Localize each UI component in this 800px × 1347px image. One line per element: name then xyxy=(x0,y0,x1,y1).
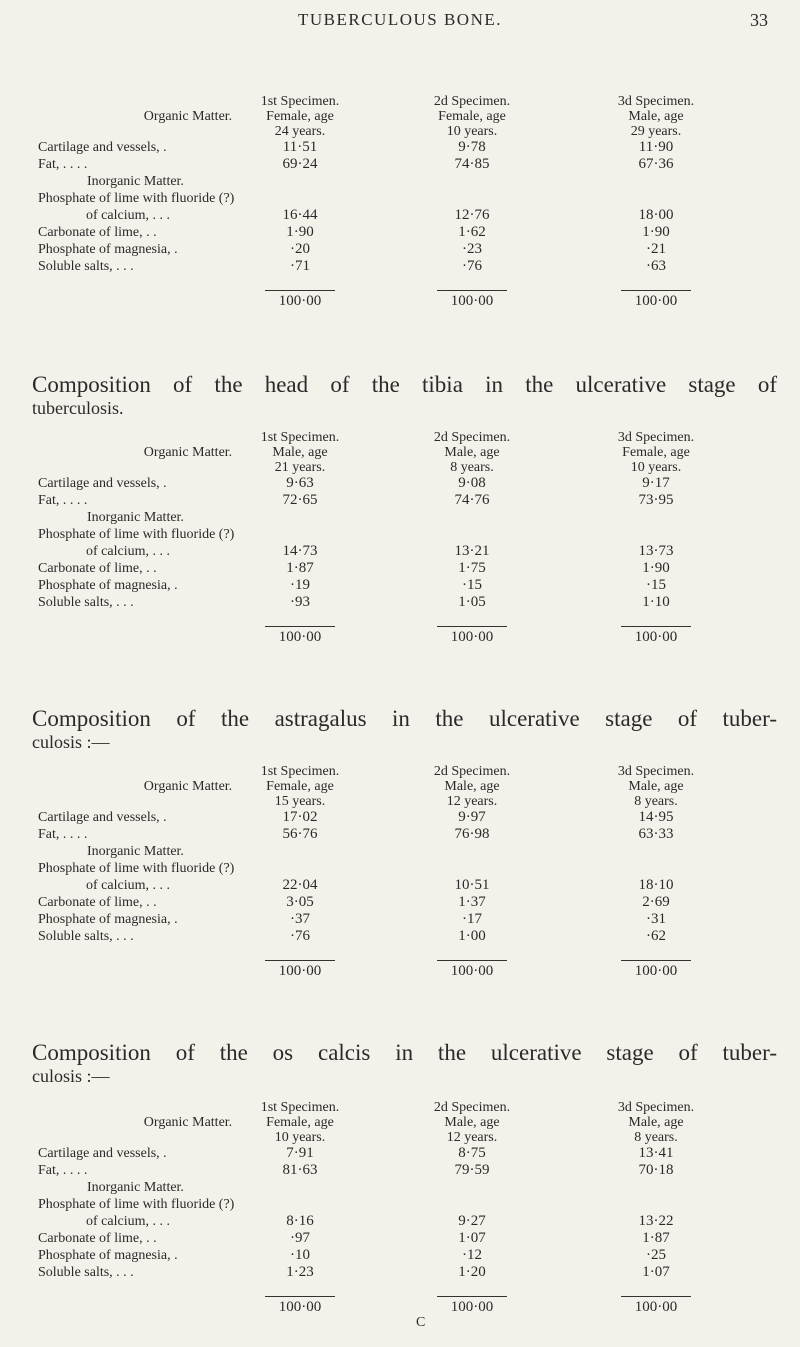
col-3-age: 8 years. xyxy=(634,794,678,809)
table-row xyxy=(38,877,778,894)
col-1-age: 21 years. xyxy=(274,460,326,475)
table-row xyxy=(38,1247,778,1264)
row-label: Soluble salts, . . . xyxy=(38,595,134,610)
table-row xyxy=(38,156,778,173)
col-2-age: 10 years. xyxy=(446,124,498,139)
table-row xyxy=(38,1230,778,1247)
col-1-header: 1st Specimen. xyxy=(260,764,340,779)
col-1-age: 15 years. xyxy=(274,794,326,809)
table-row xyxy=(38,241,778,258)
row-label: Soluble salts, . . . xyxy=(38,1265,134,1280)
cell: 7·91 xyxy=(286,1145,314,1161)
cell: 9·97 xyxy=(458,809,486,825)
col-3-header: 3d Specimen. xyxy=(617,764,695,779)
sum-rule xyxy=(437,1296,507,1297)
cell: ·97 xyxy=(290,1230,310,1246)
col-3-header: 3d Specimen. xyxy=(617,1100,695,1115)
composition-table-4 xyxy=(38,1100,778,1316)
row-label: Cartilage and vessels, . xyxy=(38,810,167,825)
cell: 1·07 xyxy=(642,1264,670,1280)
sum-rule xyxy=(621,626,691,627)
row-label: Carbonate of lime, . . xyxy=(38,561,157,576)
col-2-subject: Male, age xyxy=(444,779,500,794)
cell: 13·73 xyxy=(638,543,674,559)
cell: ·63 xyxy=(646,258,666,274)
cell: ·21 xyxy=(646,241,666,257)
cell: 1·75 xyxy=(458,560,486,576)
cell: 73·95 xyxy=(638,492,674,508)
table-row xyxy=(38,224,778,241)
totals-row xyxy=(38,1299,778,1316)
cell: 11·90 xyxy=(638,139,674,155)
table-row xyxy=(38,492,778,509)
table-row xyxy=(38,1162,778,1179)
row-label: Phosphate of magnesia, . xyxy=(38,578,178,593)
row-label: Fat, . . . . xyxy=(38,493,88,508)
col-2-subject: Male, age xyxy=(444,1115,500,1130)
cell: 56·76 xyxy=(282,826,318,842)
row-label: Carbonate of lime, . . xyxy=(38,225,157,240)
col-2-age: 12 years. xyxy=(446,1130,498,1145)
composition-table-2 xyxy=(38,430,778,646)
cell: 12·76 xyxy=(454,207,490,223)
cell: 9·17 xyxy=(642,475,670,491)
col-3-age: 29 years. xyxy=(630,124,682,139)
col-1-subject: Female, age xyxy=(266,779,334,794)
col-3-subject: Male, age xyxy=(628,779,684,794)
row-label: Fat, . . . . xyxy=(38,157,88,172)
col-2-header: 2d Specimen. xyxy=(433,94,511,109)
organic-matter-label: Organic Matter. xyxy=(143,445,233,460)
row-label: Phosphate of magnesia, . xyxy=(38,912,178,927)
cell: 9·63 xyxy=(286,475,314,491)
cell: 9·27 xyxy=(458,1213,486,1229)
inorganic-matter-label: Inorganic Matter. xyxy=(87,844,184,859)
table-row xyxy=(38,560,778,577)
cell: 8·75 xyxy=(458,1145,486,1161)
cell: 1·90 xyxy=(642,224,670,240)
section-heading: Composition of the astragalus in the ulcerative stage of tuber- xyxy=(32,706,777,731)
sum-rule xyxy=(265,290,335,291)
cell: 1·07 xyxy=(458,1230,486,1246)
cell: 1·62 xyxy=(458,224,486,240)
row-label: of calcium, . . . xyxy=(86,208,170,223)
row-label: Phosphate of lime with fluoride (?) xyxy=(38,1197,235,1212)
col-1-header: 1st Specimen. xyxy=(260,94,340,109)
inorganic-matter-label: Inorganic Matter. xyxy=(87,1180,184,1195)
totals-row xyxy=(38,629,778,646)
cell: 16·44 xyxy=(282,207,318,223)
cell: 1·90 xyxy=(286,224,314,240)
cell: 17·02 xyxy=(282,809,318,825)
cell: 1·00 xyxy=(458,928,486,944)
col-2-age: 8 years. xyxy=(450,460,494,475)
cell: 11·51 xyxy=(282,139,318,155)
cell: 13·21 xyxy=(454,543,490,559)
sum-rule xyxy=(621,290,691,291)
section-heading-cont: tuberculosis. xyxy=(32,398,124,418)
table-row xyxy=(38,1264,778,1281)
table-row xyxy=(38,1145,778,1162)
table-row xyxy=(38,594,778,611)
total-cell: 100·00 xyxy=(278,293,322,309)
col-2-subject: Male, age xyxy=(444,445,500,460)
row-label: Cartilage and vessels, . xyxy=(38,140,167,155)
cell: ·23 xyxy=(462,241,482,257)
section-heading-cont: culosis :— xyxy=(32,1066,110,1086)
cell: ·62 xyxy=(646,928,666,944)
cell: 18·10 xyxy=(638,877,674,893)
col-2-age: 12 years. xyxy=(446,794,498,809)
cell: ·76 xyxy=(462,258,482,274)
table-row xyxy=(38,207,778,224)
col-2-header: 2d Specimen. xyxy=(433,430,511,445)
cell: 1·10 xyxy=(642,594,670,610)
total-cell: 100·00 xyxy=(634,963,678,979)
row-label: Soluble salts, . . . xyxy=(38,259,134,274)
cell: 13·41 xyxy=(638,1145,674,1161)
running-title: TUBERCULOUS BONE. xyxy=(297,10,502,29)
totals-row xyxy=(38,293,778,310)
col-3-subject: Male, age xyxy=(628,109,684,124)
cell: ·10 xyxy=(290,1247,310,1263)
table-row xyxy=(38,911,778,928)
col-3-subject: Female, age xyxy=(622,445,690,460)
cell: 70·18 xyxy=(638,1162,674,1178)
row-label: Carbonate of lime, . . xyxy=(38,1231,157,1246)
col-2-header: 2d Specimen. xyxy=(433,1100,511,1115)
table-row xyxy=(38,809,778,826)
cell: 74·76 xyxy=(454,492,490,508)
organic-matter-label: Organic Matter. xyxy=(143,1115,233,1130)
total-cell: 100·00 xyxy=(450,1299,494,1315)
cell: 9·08 xyxy=(458,475,486,491)
sum-rule xyxy=(621,1296,691,1297)
total-cell: 100·00 xyxy=(450,293,494,309)
organic-matter-label: Organic Matter. xyxy=(143,109,233,124)
col-1-header: 1st Specimen. xyxy=(260,430,340,445)
cell: ·76 xyxy=(290,928,310,944)
table-row xyxy=(38,543,778,560)
col-3-age: 8 years. xyxy=(634,1130,678,1145)
cell: 13·22 xyxy=(638,1213,674,1229)
total-cell: 100·00 xyxy=(278,629,322,645)
cell: 10·51 xyxy=(454,877,490,893)
col-1-age: 24 years. xyxy=(274,124,326,139)
col-3-subject: Male, age xyxy=(628,1115,684,1130)
cell: ·71 xyxy=(290,258,310,274)
total-cell: 100·00 xyxy=(634,293,678,309)
section-heading: Composition of the head of the tibia in the ulcerative stage of xyxy=(32,372,777,397)
cell: 8·16 xyxy=(286,1213,314,1229)
cell: ·15 xyxy=(646,577,666,593)
cell: 69·24 xyxy=(282,156,318,172)
cell: ·31 xyxy=(646,911,666,927)
total-cell: 100·00 xyxy=(278,963,322,979)
cell: ·15 xyxy=(462,577,482,593)
row-label: Fat, . . . . xyxy=(38,1163,88,1178)
total-cell: 100·00 xyxy=(278,1299,322,1315)
totals-row xyxy=(38,963,778,980)
cell: 1·87 xyxy=(286,560,314,576)
table-row xyxy=(38,928,778,945)
cell: 9·78 xyxy=(458,139,486,155)
row-label: of calcium, . . . xyxy=(86,544,170,559)
cell: ·25 xyxy=(646,1247,666,1263)
cell: 14·73 xyxy=(282,543,318,559)
cell: 1·90 xyxy=(642,560,670,576)
inorganic-matter-label: Inorganic Matter. xyxy=(87,174,184,189)
table-row xyxy=(38,826,778,843)
cell: ·17 xyxy=(462,911,482,927)
cell: ·12 xyxy=(462,1247,482,1263)
cell: 14·95 xyxy=(638,809,674,825)
row-label: Cartilage and vessels, . xyxy=(38,1146,167,1161)
cell: 2·69 xyxy=(642,894,670,910)
table-row xyxy=(38,258,778,275)
row-label: of calcium, . . . xyxy=(86,1214,170,1229)
cell: 1·20 xyxy=(458,1264,486,1280)
cell: 22·04 xyxy=(282,877,318,893)
row-label: Phosphate of lime with fluoride (?) xyxy=(38,191,235,206)
row-label: Fat, . . . . xyxy=(38,827,88,842)
cell: 3·05 xyxy=(286,894,314,910)
cell: ·20 xyxy=(290,241,310,257)
cell: 74·85 xyxy=(454,156,490,172)
cell: 1·87 xyxy=(642,1230,670,1246)
total-cell: 100·00 xyxy=(634,629,678,645)
cell: ·19 xyxy=(290,577,310,593)
sum-rule xyxy=(265,626,335,627)
cell: 67·36 xyxy=(638,156,674,172)
col-2-header: 2d Specimen. xyxy=(433,764,511,779)
row-label: Phosphate of lime with fluoride (?) xyxy=(38,527,235,542)
table-row xyxy=(38,475,778,492)
cell: 63·33 xyxy=(638,826,674,842)
row-label: Phosphate of magnesia, . xyxy=(38,1248,178,1263)
composition-table-3 xyxy=(38,764,778,980)
total-cell: 100·00 xyxy=(634,1299,678,1315)
cell: ·37 xyxy=(290,911,310,927)
col-3-age: 10 years. xyxy=(630,460,682,475)
cell: 76·98 xyxy=(454,826,490,842)
table-row xyxy=(38,139,778,156)
col-1-age: 10 years. xyxy=(274,1130,326,1145)
section-heading: Composition of the os calcis in the ulcerative stage of tuber- xyxy=(32,1040,777,1065)
col-2-subject: Female, age xyxy=(438,109,506,124)
composition-table-1 xyxy=(38,94,778,310)
cell: 79·59 xyxy=(454,1162,490,1178)
col-3-header: 3d Specimen. xyxy=(617,94,695,109)
organic-matter-label: Organic Matter. xyxy=(143,779,233,794)
sum-rule xyxy=(265,1296,335,1297)
sum-rule xyxy=(437,960,507,961)
cell: 1·37 xyxy=(458,894,486,910)
sum-rule xyxy=(621,960,691,961)
row-label: Phosphate of magnesia, . xyxy=(38,242,178,257)
sum-rule xyxy=(437,290,507,291)
row-label: Cartilage and vessels, . xyxy=(38,476,167,491)
signature-mark: C xyxy=(416,1315,426,1330)
inorganic-matter-label: Inorganic Matter. xyxy=(87,510,184,525)
col-1-header: 1st Specimen. xyxy=(260,1100,340,1115)
row-label: of calcium, . . . xyxy=(86,878,170,893)
col-1-subject: Female, age xyxy=(266,109,334,124)
cell: 72·65 xyxy=(282,492,318,508)
sum-rule xyxy=(437,626,507,627)
sum-rule xyxy=(265,960,335,961)
section-heading-cont: culosis :— xyxy=(32,732,110,752)
table-row xyxy=(38,577,778,594)
table-row xyxy=(38,1213,778,1230)
page-number: 33 xyxy=(750,10,768,30)
row-label: Carbonate of lime, . . xyxy=(38,895,157,910)
cell: 1·05 xyxy=(458,594,486,610)
cell: 18·00 xyxy=(638,207,674,223)
table-row xyxy=(38,894,778,911)
cell: 81·63 xyxy=(282,1162,318,1178)
page-header xyxy=(0,10,800,40)
col-3-header: 3d Specimen. xyxy=(617,430,695,445)
row-label: Soluble salts, . . . xyxy=(38,929,134,944)
cell: 1·23 xyxy=(286,1264,314,1280)
total-cell: 100·00 xyxy=(450,963,494,979)
cell: ·93 xyxy=(290,594,310,610)
col-1-subject: Male, age xyxy=(272,445,328,460)
row-label: Phosphate of lime with fluoride (?) xyxy=(38,861,235,876)
total-cell: 100·00 xyxy=(450,629,494,645)
col-1-subject: Female, age xyxy=(266,1115,334,1130)
